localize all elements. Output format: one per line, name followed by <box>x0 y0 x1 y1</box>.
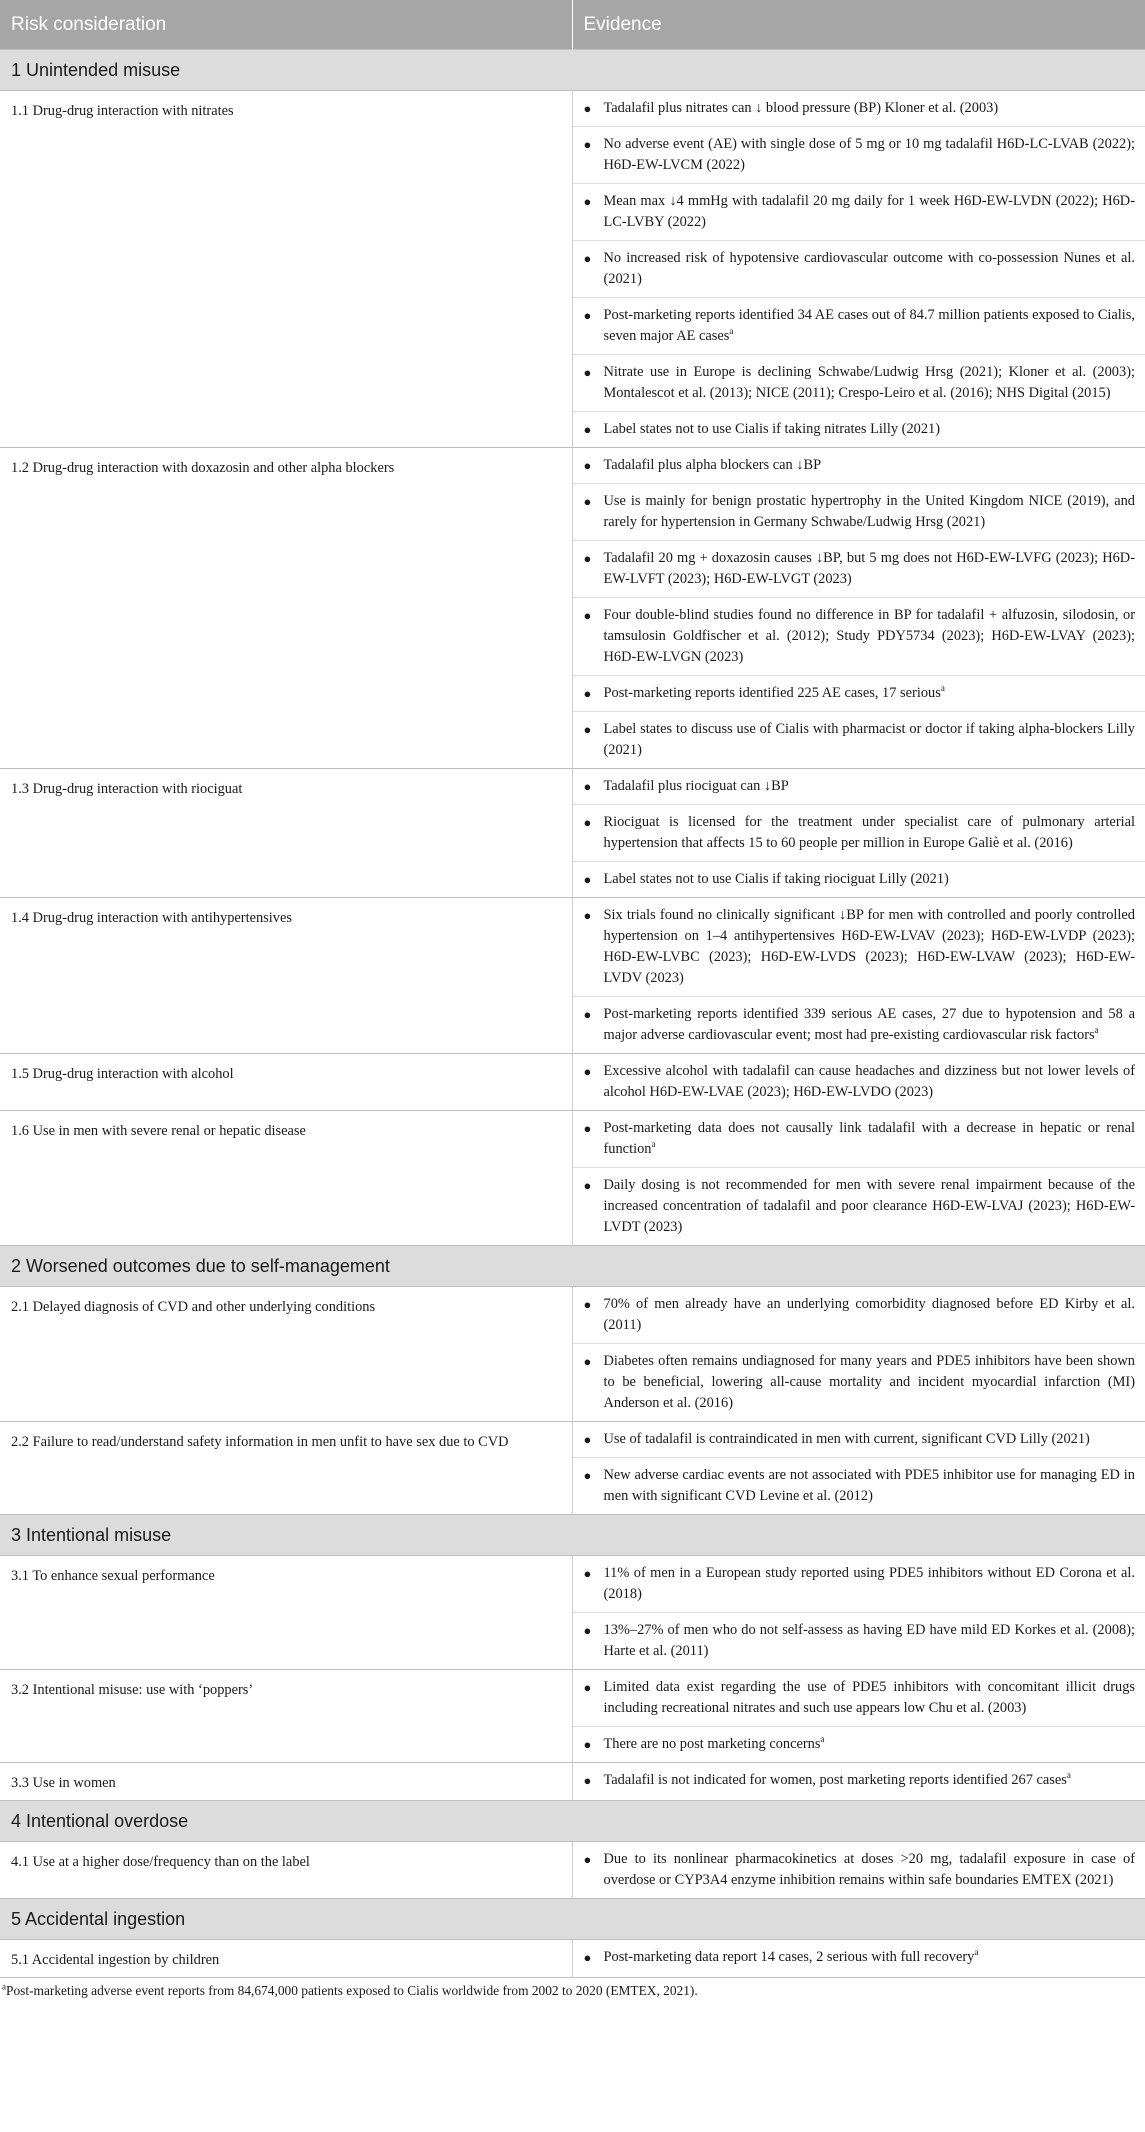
evidence-text-wrap <box>604 134 1136 176</box>
evidence-text-wrap <box>604 1947 1136 1968</box>
evidence-item <box>573 1111 1145 1168</box>
evidence-text: New adverse cardiac events are not associated with PDE5 inhibitor use for managing ED in men with significant CVD Levine et al. (2012) <box>603 1467 1135 1504</box>
evidence-cell <box>572 448 1145 769</box>
evidence-item <box>573 412 1145 447</box>
evidence-text-wrap <box>604 1677 1136 1719</box>
bullet-icon: ● <box>583 1354 592 1369</box>
evidence-text: Use of tadalafil is contraindicated in men with current, significant CVD Lilly (2021) <box>603 1431 1090 1447</box>
evidence-cell <box>572 1763 1145 1801</box>
bullet-icon: ● <box>583 1064 592 1079</box>
evidence-text-wrap <box>604 1351 1136 1414</box>
section-row <box>0 50 1145 91</box>
evidence-item <box>573 898 1145 997</box>
evidence-item <box>573 1940 1145 1975</box>
header-evidence: Evidence <box>572 0 1145 50</box>
bullet-icon: ● <box>583 1737 592 1752</box>
evidence-item <box>573 448 1145 484</box>
evidence-item <box>573 1422 1145 1458</box>
evidence-text-wrap <box>604 548 1136 590</box>
bullet-icon: ● <box>583 686 592 701</box>
footnote-text: Post-marketing adverse event reports from 84,674,000 patients exposed to Cialis worldwide from 2002 to 2020 (EMTEX, 2021). <box>6 1983 698 1998</box>
evidence-item <box>573 598 1145 676</box>
evidence-text-wrap <box>604 1770 1136 1791</box>
evidence-cell <box>572 1422 1145 1515</box>
evidence-text-wrap <box>604 1118 1136 1160</box>
evidence-text: 70% of men already have an underlying comorbidity diagnosed before ED Kirby et al. (2011) <box>603 1296 1135 1333</box>
risk-consideration-cell: 3.1 To enhance sexual performance <box>0 1556 572 1670</box>
evidence-text: Tadalafil plus riociguat can ↓BP <box>603 778 789 794</box>
evidence-text-wrap <box>604 1849 1136 1891</box>
evidence-item <box>573 676 1145 712</box>
evidence-cell <box>572 1111 1145 1246</box>
bullet-icon: ● <box>583 422 592 437</box>
evidence-text: Mean max ↓4 mmHg with tadalafil 20 mg daily for 1 week H6D-EW-LVDN (2022); H6D-LC-LVBY (2022) <box>603 193 1135 230</box>
evidence-text-wrap <box>604 869 1136 890</box>
risk-consideration-cell: 1.4 Drug-drug interaction with antihypertensives <box>0 898 572 1054</box>
evidence-item <box>573 805 1145 862</box>
evidence-text: Post-marketing data report 14 cases, 2 serious with full recovery <box>603 1949 975 1965</box>
evidence-text: 13%–27% of men who do not self-assess as having ED have mild ED Korkes et al. (2008); Harte et al. (2011) <box>603 1622 1135 1659</box>
evidence-text: There are no post marketing concerns <box>603 1736 821 1752</box>
evidence-text-wrap <box>604 191 1136 233</box>
risk-consideration-cell: 4.1 Use at a higher dose/frequency than on the label <box>0 1842 572 1899</box>
evidence-text: No adverse event (AE) with single dose of 5 mg or 10 mg tadalafil H6D-LC-LVAB (2022); H6D-EW-LVCM (2022) <box>603 136 1135 173</box>
evidence-item <box>573 1054 1145 1110</box>
bullet-icon: ● <box>583 251 592 266</box>
evidence-item <box>573 1344 1145 1421</box>
bullet-icon: ● <box>583 1468 592 1483</box>
evidence-item <box>573 241 1145 298</box>
table-row <box>0 1556 1145 1670</box>
evidence-text-wrap <box>604 1004 1136 1046</box>
evidence-text: Diabetes often remains undiagnosed for many years and PDE5 inhibitors have been shown to be beneficial, lowering all-cause mortality and incident myocardial infarction (MI) Anderson et al. (2016) <box>603 1353 1135 1411</box>
table-header <box>0 0 1145 50</box>
risk-consideration-cell: 3.2 Intentional misuse: use with ‘poppers’ <box>0 1670 572 1763</box>
evidence-text: Riociguat is licensed for the treatment under specialist care of pulmonary arterial hypertension that affects 15 to 60 people per million in Europe Galiè et al. (2016) <box>603 814 1135 851</box>
evidence-text: 11% of men in a European study reported using PDE5 inhibitors without ED Corona et al. (2018) <box>603 1565 1135 1602</box>
evidence-item <box>573 1727 1145 1762</box>
table-row <box>0 91 1145 448</box>
evidence-item <box>573 1287 1145 1344</box>
section-title: 3 Intentional misuse <box>0 1515 1145 1556</box>
evidence-text: Daily dosing is not recommended for men with severe renal impairment because of the increased concentration of tadalafil and poor clearance H6D-EW-LVAJ (2023); H6D-EW-LVDT (2023) <box>603 1177 1135 1235</box>
evidence-item <box>573 298 1145 355</box>
bullet-icon: ● <box>583 1852 592 1867</box>
risk-consideration-cell: 2.1 Delayed diagnosis of CVD and other underlying conditions <box>0 1287 572 1422</box>
evidence-text-wrap <box>604 1061 1136 1103</box>
section-row <box>0 1246 1145 1287</box>
risk-consideration-cell: 1.2 Drug-drug interaction with doxazosin and other alpha blockers <box>0 448 572 769</box>
table-row <box>0 769 1145 898</box>
risk-consideration-cell: 1.6 Use in men with severe renal or hepatic disease <box>0 1111 572 1246</box>
section-row <box>0 1801 1145 1842</box>
bullet-icon: ● <box>583 1007 592 1022</box>
risk-consideration-cell: 5.1 Accidental ingestion by children <box>0 1940 572 1978</box>
footnote-ref: a <box>729 326 734 337</box>
table-footnote <box>0 1978 1145 2000</box>
evidence-text: Post-marketing data does not causally link tadalafil with a decrease in hepatic or renal function <box>603 1120 1135 1157</box>
evidence-item <box>573 1613 1145 1669</box>
header-row <box>0 0 1145 50</box>
bullet-icon: ● <box>583 1121 592 1136</box>
risk-consideration-cell: 1.1 Drug-drug interaction with nitrates <box>0 91 572 448</box>
evidence-text-wrap <box>604 1734 1136 1755</box>
bullet-icon: ● <box>583 1950 592 1965</box>
evidence-item <box>573 712 1145 768</box>
evidence-text-wrap <box>604 1465 1136 1507</box>
bullet-icon: ● <box>583 365 592 380</box>
evidence-text-wrap <box>604 1175 1136 1238</box>
footnote-ref: a <box>651 1139 656 1150</box>
evidence-item <box>573 862 1145 897</box>
bullet-icon: ● <box>583 551 592 566</box>
evidence-item <box>573 1458 1145 1514</box>
bullet-icon: ● <box>583 1680 592 1695</box>
evidence-text: Post-marketing reports identified 34 AE cases out of 84.7 million patients exposed to Cialis, seven major AE cases <box>603 307 1135 344</box>
evidence-text: Due to its nonlinear pharmacokinetics at doses >20 mg, tadalafil exposure in case of overdose or CYP3A4 enzyme inhibition remains within safe boundaries EMTEX (2021) <box>603 1851 1135 1888</box>
bullet-icon: ● <box>583 1178 592 1193</box>
table-row <box>0 1287 1145 1422</box>
section-row <box>0 1515 1145 1556</box>
section-row <box>0 1899 1145 1940</box>
evidence-cell <box>572 1287 1145 1422</box>
table-row <box>0 1940 1145 1978</box>
evidence-text: Post-marketing reports identified 339 serious AE cases, 27 due to hypotension and 58 a major adverse cardiovascular event; most had pre-existing cardiovascular risk factors <box>603 1006 1135 1043</box>
table-row <box>0 1763 1145 1801</box>
evidence-text: Post-marketing reports identified 225 AE cases, 17 serious <box>603 685 941 701</box>
bullet-icon: ● <box>583 101 592 116</box>
evidence-text-wrap <box>604 719 1136 761</box>
evidence-text-wrap <box>604 1294 1136 1336</box>
evidence-text: Excessive alcohol with tadalafil can cause headaches and dizziness but not lower levels of alcohol H6D-EW-LVAE (2023); H6D-EW-LVDO (2023) <box>603 1063 1135 1100</box>
evidence-text-wrap <box>604 362 1136 404</box>
bullet-icon: ● <box>583 1773 592 1788</box>
evidence-text: Tadalafil is not indicated for women, post marketing reports identified 267 cases <box>603 1772 1067 1788</box>
table-body <box>0 50 1145 1978</box>
bullet-icon: ● <box>583 872 592 887</box>
bullet-icon: ● <box>583 608 592 623</box>
evidence-text: Tadalafil 20 mg + doxazosin causes ↓BP, but 5 mg does not H6D-EW-LVFG (2023); H6D-EW-LVFT (2023); H6D-EW-LVGT (2023) <box>603 550 1135 587</box>
section-title: 1 Unintended misuse <box>0 50 1145 91</box>
evidence-cell <box>572 1940 1145 1978</box>
section-title: 4 Intentional overdose <box>0 1801 1145 1842</box>
evidence-item <box>573 355 1145 412</box>
evidence-item <box>573 1763 1145 1798</box>
footnote-marker: a <box>2 1981 6 1992</box>
section-title: 5 Accidental ingestion <box>0 1899 1145 1940</box>
section-title: 2 Worsened outcomes due to self-management <box>0 1246 1145 1287</box>
bullet-icon: ● <box>583 194 592 209</box>
evidence-text-wrap <box>604 455 1136 476</box>
bullet-icon: ● <box>583 1297 592 1312</box>
table-row <box>0 1670 1145 1763</box>
evidence-text: Six trials found no clinically significant ↓BP for men with controlled and poorly controlled hypertension on 1–4 antihypertensives H6D-EW-LVAV (2023); H6D-EW-LVDP (2023); H6D-EW-LVBC (2023); H6D-EW-LVDS (2023); H6D-EW-LVAW (2023); H6D-EW-LVDV (2023) <box>603 907 1135 986</box>
evidence-text-wrap <box>604 491 1136 533</box>
bullet-icon: ● <box>583 308 592 323</box>
bullet-icon: ● <box>583 815 592 830</box>
footnote-ref: a <box>820 1734 825 1745</box>
footnote-ref: a <box>940 683 945 694</box>
bullet-icon: ● <box>583 779 592 794</box>
evidence-item <box>573 184 1145 241</box>
table-row <box>0 1422 1145 1515</box>
bullet-icon: ● <box>583 137 592 152</box>
bullet-icon: ● <box>583 458 592 473</box>
header-risk-consideration: Risk consideration <box>0 0 572 50</box>
table-row <box>0 898 1145 1054</box>
evidence-text-wrap <box>604 1429 1136 1450</box>
table-row <box>0 1842 1145 1899</box>
evidence-text-wrap <box>604 1563 1136 1605</box>
bullet-icon: ● <box>583 1623 592 1638</box>
evidence-cell <box>572 769 1145 898</box>
bullet-icon: ● <box>583 722 592 737</box>
evidence-cell <box>572 91 1145 448</box>
bullet-icon: ● <box>583 494 592 509</box>
evidence-item <box>573 997 1145 1053</box>
evidence-cell <box>572 1670 1145 1763</box>
bullet-icon: ● <box>583 1566 592 1581</box>
evidence-cell <box>572 898 1145 1054</box>
evidence-text: Tadalafil plus nitrates can ↓ blood pressure (BP) Kloner et al. (2003) <box>603 100 999 116</box>
evidence-item <box>573 484 1145 541</box>
risk-consideration-cell: 1.3 Drug-drug interaction with riociguat <box>0 769 572 898</box>
evidence-item <box>573 1842 1145 1898</box>
evidence-text-wrap <box>604 419 1136 440</box>
table-row <box>0 1054 1145 1111</box>
footnote-ref: a <box>974 1947 979 1958</box>
evidence-text-wrap <box>604 812 1136 854</box>
evidence-text-wrap <box>604 905 1136 989</box>
table-row <box>0 448 1145 769</box>
evidence-item <box>573 1670 1145 1727</box>
evidence-item <box>573 541 1145 598</box>
risk-consideration-cell: 2.2 Failure to read/understand safety information in men unfit to have sex due to CVD <box>0 1422 572 1515</box>
evidence-text: Tadalafil plus alpha blockers can ↓BP <box>603 457 822 473</box>
bullet-icon: ● <box>583 908 592 923</box>
evidence-text-wrap <box>604 248 1136 290</box>
evidence-text: Label states to discuss use of Cialis with pharmacist or doctor if taking alpha-blockers Lilly (2021) <box>603 721 1135 758</box>
evidence-cell <box>572 1842 1145 1899</box>
evidence-text: Label states not to use Cialis if taking nitrates Lilly (2021) <box>603 421 941 437</box>
footnote-ref: a <box>1066 1770 1071 1781</box>
evidence-text-wrap <box>604 605 1136 668</box>
evidence-item <box>573 769 1145 805</box>
evidence-cell <box>572 1556 1145 1670</box>
evidence-text: No increased risk of hypotensive cardiovascular outcome with co-possession Nunes et al. (2021) <box>603 250 1135 287</box>
evidence-text: Label states not to use Cialis if taking riociguat Lilly (2021) <box>603 871 949 887</box>
evidence-item <box>573 1168 1145 1245</box>
evidence-text: Four double-blind studies found no difference in BP for tadalafil + alfuzosin, silodosin, or tamsulosin Goldfischer et al. (2012); Study PDY5734 (2023); H6D-EW-LVAY (2023); H6D-EW-LVGN (2023) <box>603 607 1135 665</box>
footnote-ref: a <box>1094 1025 1099 1036</box>
evidence-text-wrap <box>604 1620 1136 1662</box>
risk-consideration-cell: 3.3 Use in women <box>0 1763 572 1801</box>
evidence-text-wrap <box>604 98 1136 119</box>
evidence-text-wrap <box>604 683 1136 704</box>
risk-consideration-cell: 1.5 Drug-drug interaction with alcohol <box>0 1054 572 1111</box>
evidence-text-wrap <box>604 305 1136 347</box>
evidence-item <box>573 91 1145 127</box>
table-row <box>0 1111 1145 1246</box>
evidence-item <box>573 1556 1145 1613</box>
evidence-item <box>573 127 1145 184</box>
evidence-text: Nitrate use in Europe is declining Schwabe/Ludwig Hrsg (2021); Kloner et al. (2003); Montalescot et al. (2013); NICE (2011); Crespo-Leiro et al. (2016); NHS Digital (2015) <box>603 364 1135 401</box>
evidence-text-wrap <box>604 776 1136 797</box>
evidence-text: Use is mainly for benign prostatic hypertrophy in the United Kingdom NICE (2019), and rarely for hypertension in Germany Schwabe/Ludwig Hrsg (2021) <box>603 493 1135 530</box>
evidence-text: Limited data exist regarding the use of PDE5 inhibitors with concomitant illicit drugs including recreational nitrates and such use appears low Chu et al. (2003) <box>603 1679 1135 1716</box>
bullet-icon: ● <box>583 1432 592 1447</box>
evidence-cell <box>572 1054 1145 1111</box>
